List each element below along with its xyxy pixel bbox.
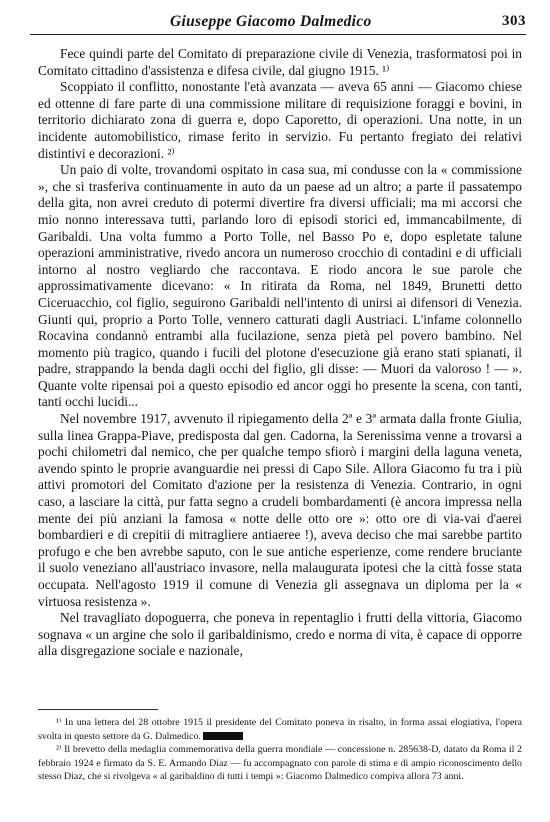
- page-header: [30, 8, 526, 35]
- page-number: 303: [502, 13, 526, 29]
- paragraph: Nel novembre 1917, avvenuto il ripiegamento della 2ª e 3ª armata dalla fronte Giulia, sulla linea Grappa-Piave, predisposta dal gen. Cadorna, la Serenissima venne a trovarsi a pochi chilometri dal nemico, che per qualche tempo sfiorò i margini della laguna veneta, avendo spinto le proprie avanguardie nei pressi di Capo Sile. Allora Giacomo fu tra i più attivi promotori del Comitato d'azione per la resistenza di Venezia. Contrario, in ogni caso, a lasciare la città, pur fatta segno a crudeli bombardamenti (è ancora impressa nella mente dei più anziani la famosa « notte delle otto ore »: otto ore di via-vai d'aerei bombardieri e di crepitii di mitragliere antiaeree !), aveva deciso che mai sarebbe partito profugo e che ben avrebbe saputo, con le sue antiche esperienze, come rendere bruciante il suolo veneziano all'austriaco invasore, nella malaugurata ipotesi che la città fosse stata occupata. Nell'agosto 1919 il comune di Venezia gli assegnava un diploma per la « virtuosa resistenza ».: [38, 411, 522, 609]
- footnote-separator: [38, 709, 158, 710]
- footnote-2: ²⁾ Il brevetto della medaglia commemorativa della guerra mondiale — concessione n. 285638-D, datato da Roma il 2 febbraio 1924 e firmato da S. E. Armando Diaz — fu accompagnato con parole di stima e di ampio riconoscimento dello stesso Diaz, che si rivolgeva « al garibaldino di tutti i tempi »: Giacomo Dalmedico compiva allora 73 anni.: [38, 744, 522, 783]
- footnote-1: [38, 716, 522, 743]
- body-text: [38, 46, 522, 660]
- footnotes: [38, 716, 522, 784]
- footnote-1-text: ¹⁾ In una lettera del 28 ottobre 1915 il presidente del Comitato poneva in risalto, in forma assai elogiativa, l'opera svolta in questo settore da G. Dalmedico.: [38, 717, 522, 742]
- paragraph: Fece quindi parte del Comitato di preparazione civile di Venezia, trasformatosi poi in Comitato cittadino d'assistenza e difesa civile, dal giugno 1915. ¹⁾: [38, 46, 522, 78]
- paragraph: Un paio di volte, trovandomi ospitato in casa sua, mi condusse con la « commissione », che si trasferiva continuamente in auto da un paese ad un altro; a parte il passatempo della gita, non avrei creduto di potermi divertire fra diversi ufficiali; ma mi accorsi che mio nonno interessava tutti, parlando loro di episodi storici ed, immancabilmente, di Garibaldi. Una volta fummo a Porto Tolle, nel Basso Po e, dopo espletate talune operazioni amministrative, rivedo ancora un numeroso crocchio di contadini e di ufficiali intorno al nostro vegliardo che raccontava. E riodo ancora le sue parole che approssimativamente dicevano: « In ritirata da Roma, nel 1849, Brunetti detto Ciceruacchio, col figlio, seguirono Garibaldi nell'intento di unirsi ai difensori di Venezia. Giunti qui, proprio a Porto Tolle, vennero catturati dagli Austriaci. L'infame colonnello Rocavina condannò entrambi alla fucilazione, senza pietà pel povero bambino. Nel momento più tragico, quando i fucili del plotone d'esecuzione già erano stati spianati, il padre, strappando la benda dagli occhi del figlio, gli disse: — Muori da valoroso ! — ». Quante volte ripensai poi a questo episodio ed ancor oggi ho presente la scena, con tanti, tanti occhi lucidi...: [38, 162, 522, 410]
- running-title: Giuseppe Giacomo Dalmedico: [170, 13, 372, 30]
- paragraph: Nel travagliato dopoguerra, che poneva in repentaglio i frutti della vittoria, Giacomo sognava « un argine che solo il garibaldinismo, credo e norma di vita, è capace di opporre alla disgregazione sociale e nazionale,: [38, 610, 522, 659]
- paragraph: Scoppiato il conflitto, nonostante l'età avanzata — aveva 65 anni — Giacomo chiese ed ottenne di fare parte di una commissione militare di requisizione foraggi e bovini, in territorio dichiarato zona di guerra e, dopo Caporetto, di operazioni. Una notte, in un incidente automobilistico, rimase ferito in servizio. Fu pertanto fregiato dei relativi distintivi e decorazioni. ²⁾: [38, 79, 522, 161]
- redaction-mark: [203, 732, 243, 740]
